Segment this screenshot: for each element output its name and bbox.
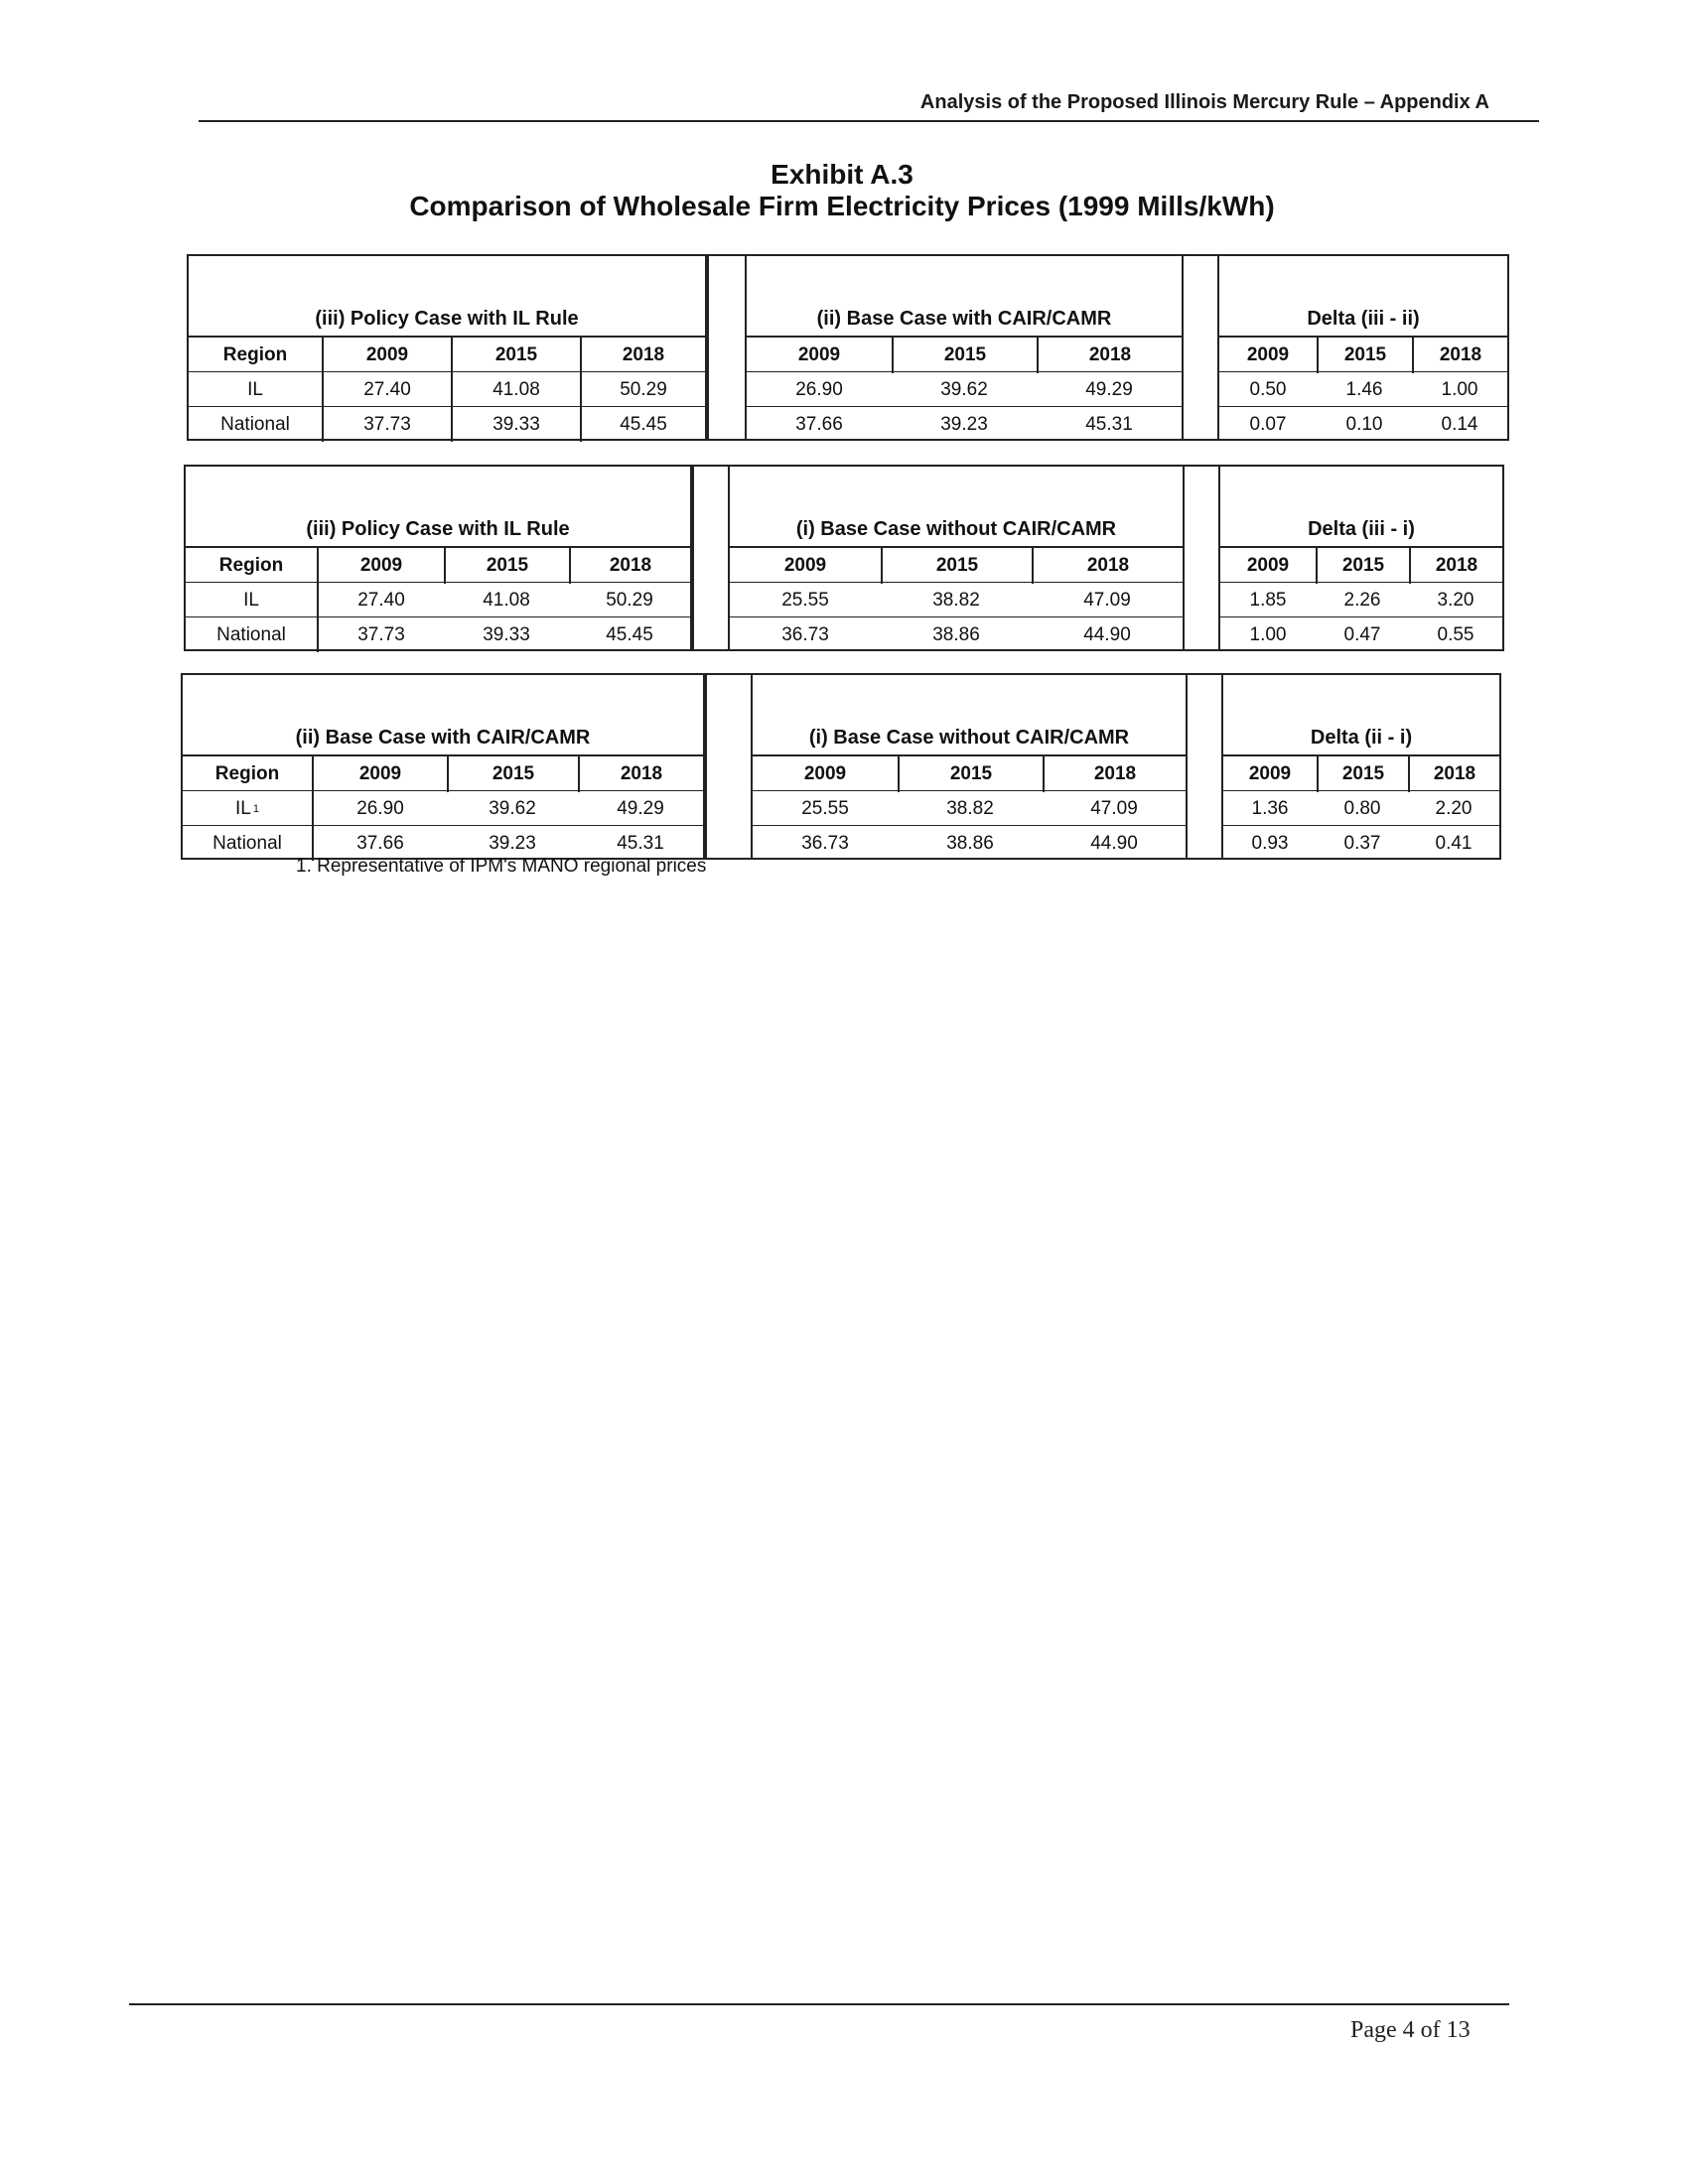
year-header-row — [747, 336, 1182, 373]
value-cell: 39.33 — [483, 623, 530, 645]
section-title: (i) Base Case without CAIR/CAMR — [795, 518, 1117, 540]
value-cell: 39.62 — [489, 797, 536, 819]
exhibit-label: Exhibit A.3 — [771, 159, 913, 190]
value-cell: 47.09 — [1083, 589, 1131, 611]
year-header: 2009 — [1246, 555, 1290, 576]
section-title: (iii) Policy Case with IL Rule — [306, 518, 570, 540]
year-header: 2015 — [898, 756, 1043, 792]
section-base-case — [728, 465, 1185, 651]
region-header: Region — [222, 344, 288, 365]
section-base-case — [745, 254, 1184, 441]
table-row — [730, 582, 1183, 617]
year-header-row — [189, 336, 705, 373]
table-row — [1219, 371, 1507, 407]
footer-rule — [129, 2003, 1509, 2005]
table-row — [186, 616, 690, 652]
section-title: Delta (iii - ii) — [1307, 308, 1420, 330]
year-header: 2015 — [451, 338, 580, 373]
delta-cell: 0.50 — [1249, 378, 1287, 400]
value-cell: 45.45 — [580, 407, 705, 442]
delta-cell: 0.47 — [1343, 623, 1381, 645]
table-row — [1220, 582, 1502, 617]
year-header-row — [1220, 546, 1502, 584]
region-cell: National — [212, 832, 282, 854]
value-cell: 44.90 — [1090, 832, 1138, 854]
value-cell: 39.23 — [489, 832, 536, 854]
year-header: 2018 — [1037, 338, 1182, 373]
section-title: Delta (ii - i) — [1310, 727, 1413, 749]
footnote: 1. Representative of IPM's MANO regional prices — [296, 856, 707, 877]
year-header: 2015 — [444, 548, 569, 584]
year-header: 2009 — [312, 756, 447, 792]
price-table-3 — [181, 673, 1501, 860]
year-header-row — [1219, 336, 1507, 373]
value-cell: 39.33 — [451, 407, 580, 442]
value-cell: 45.31 — [1085, 413, 1133, 435]
year-header: 2015 — [881, 548, 1032, 584]
table-row — [753, 790, 1186, 826]
year-header: 2009 — [322, 338, 451, 373]
value-cell: 41.08 — [451, 372, 580, 407]
section-base-case-without — [751, 673, 1188, 860]
year-header: 2018 — [569, 548, 690, 584]
section-title: (ii) Base Case with CAIR/CAMR — [295, 727, 591, 749]
table-row — [183, 790, 703, 826]
value-cell: 36.73 — [801, 832, 849, 854]
year-header-row — [1223, 754, 1499, 792]
value-cell: 39.23 — [940, 413, 988, 435]
value-cell: 26.90 — [795, 378, 843, 400]
year-header-row — [753, 754, 1186, 792]
year-header: 2009 — [1246, 344, 1290, 365]
spacer-column — [1186, 673, 1223, 860]
delta-cell: 2.20 — [1435, 797, 1473, 819]
section-title: (ii) Base Case with CAIR/CAMR — [816, 308, 1112, 330]
table-row — [189, 406, 705, 442]
delta-cell: 1.00 — [1249, 623, 1287, 645]
region-label: IL — [235, 797, 251, 819]
delta-cell: 0.07 — [1249, 413, 1287, 435]
delta-cell: 1.36 — [1251, 797, 1289, 819]
year-header-row — [730, 546, 1183, 584]
value-cell: 49.29 — [617, 797, 664, 819]
table-row — [189, 371, 705, 407]
year-header: 2009 — [803, 763, 847, 784]
section-title: (i) Base Case without CAIR/CAMR — [808, 727, 1130, 749]
year-header: 2018 — [1032, 548, 1183, 584]
region-header: Region — [214, 763, 280, 784]
delta-cell: 0.80 — [1343, 797, 1381, 819]
year-header: 2018 — [1412, 338, 1507, 373]
year-header: 2018 — [578, 756, 703, 792]
spacer-column — [1182, 254, 1219, 441]
delta-cell: 0.14 — [1441, 413, 1478, 435]
region-cell: National — [216, 623, 286, 645]
value-cell: 47.09 — [1090, 797, 1138, 819]
table-row — [747, 406, 1182, 442]
section-policy-case — [184, 465, 692, 651]
delta-cell: 0.93 — [1251, 832, 1289, 854]
spacer-column — [692, 465, 730, 651]
year-header: 2009 — [797, 344, 841, 365]
delta-cell: 1.00 — [1441, 378, 1478, 400]
value-cell: 38.86 — [932, 623, 980, 645]
section-policy-case — [187, 254, 707, 441]
table-row — [1223, 825, 1499, 861]
value-cell: 44.90 — [1083, 623, 1131, 645]
table-row — [1223, 790, 1499, 826]
value-cell: 37.66 — [312, 826, 447, 861]
region-cell: National — [220, 413, 290, 435]
spacer-column — [707, 254, 747, 441]
value-cell: 37.73 — [322, 407, 451, 442]
value-cell: 36.73 — [781, 623, 829, 645]
section-base-case-with — [181, 673, 705, 860]
value-cell: 27.40 — [322, 372, 451, 407]
year-header: 2015 — [1316, 548, 1409, 584]
year-header: 2009 — [1248, 763, 1292, 784]
value-cell: 49.29 — [1085, 378, 1133, 400]
year-header: 2018 — [1409, 548, 1502, 584]
year-header: 2015 — [1317, 338, 1412, 373]
delta-cell: 1.85 — [1249, 589, 1287, 611]
year-header: 2009 — [783, 555, 827, 576]
table-row — [1219, 406, 1507, 442]
value-cell: 45.31 — [617, 832, 664, 854]
delta-cell: 0.37 — [1343, 832, 1381, 854]
delta-cell: 3.20 — [1437, 589, 1474, 611]
value-cell: 25.55 — [781, 589, 829, 611]
year-header: 2015 — [892, 338, 1037, 373]
value-cell: 27.40 — [317, 583, 444, 617]
page-number: Page 4 of 13 — [1350, 2017, 1471, 2043]
section-delta — [1221, 673, 1501, 860]
table-row — [186, 582, 690, 617]
year-header: 2015 — [1317, 756, 1408, 792]
delta-cell: 0.41 — [1435, 832, 1473, 854]
value-cell: 25.55 — [801, 797, 849, 819]
section-delta — [1218, 465, 1504, 651]
year-header: 2015 — [447, 756, 578, 792]
spacer-column — [705, 673, 753, 860]
table-row — [730, 616, 1183, 652]
exhibit-title: Comparison of Wholesale Firm Electricity Prices (1999 Mills/kWh) — [409, 191, 1275, 221]
value-cell: 45.45 — [606, 623, 653, 645]
spacer-column — [1183, 465, 1220, 651]
value-cell: 26.90 — [312, 791, 447, 826]
delta-cell: 2.26 — [1343, 589, 1381, 611]
table-row — [747, 371, 1182, 407]
region-cell — [183, 791, 312, 826]
table-row — [753, 825, 1186, 861]
region-header: Region — [218, 555, 284, 576]
year-header: 2009 — [317, 548, 444, 584]
section-delta — [1217, 254, 1509, 441]
value-cell: 50.29 — [580, 372, 705, 407]
section-title: (iii) Policy Case with IL Rule — [315, 308, 579, 330]
year-header-row — [186, 546, 690, 584]
price-table-2 — [184, 465, 1504, 651]
year-header: 2018 — [1043, 756, 1186, 792]
value-cell: 41.08 — [483, 589, 530, 611]
section-title: Delta (iii - i) — [1308, 518, 1415, 540]
year-header: 2018 — [1408, 756, 1499, 792]
value-cell: 38.82 — [932, 589, 980, 611]
delta-cell: 1.46 — [1345, 378, 1383, 400]
delta-cell: 0.55 — [1437, 623, 1474, 645]
header-rule — [199, 120, 1539, 122]
value-cell: 38.86 — [946, 832, 994, 854]
value-cell: 50.29 — [606, 589, 653, 611]
table-row — [1220, 616, 1502, 652]
year-header-row — [183, 754, 703, 792]
delta-cell: 0.10 — [1345, 413, 1383, 435]
price-table-1 — [187, 254, 1509, 441]
value-cell: 39.62 — [940, 378, 988, 400]
year-header: 2018 — [580, 338, 705, 373]
footnote-marker: 1 — [252, 802, 259, 815]
value-cell: 38.82 — [946, 797, 994, 819]
value-cell: 37.73 — [317, 617, 444, 652]
running-header: Analysis of the Proposed Illinois Mercury Rule – Appendix A — [919, 91, 1489, 113]
region-cell: IL — [243, 589, 259, 611]
region-cell: IL — [247, 378, 263, 400]
value-cell: 37.66 — [795, 413, 843, 435]
